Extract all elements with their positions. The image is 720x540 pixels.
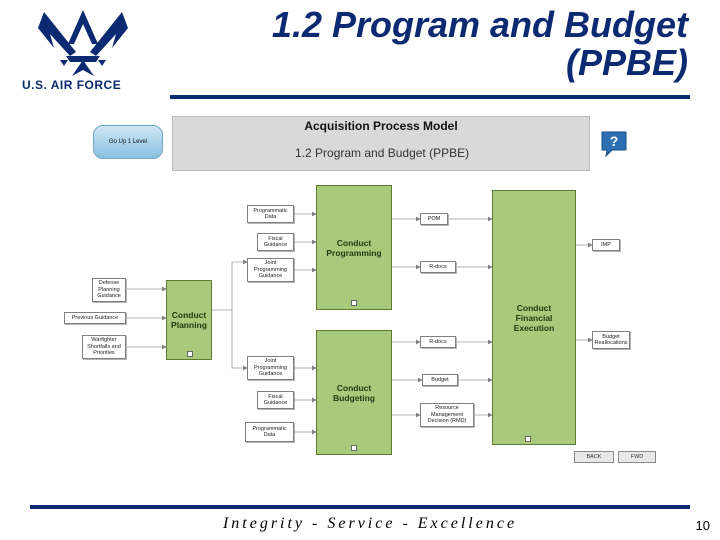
doc-joint-programming-guidance[interactable]: Joint Programming Guidance [247, 356, 294, 380]
doc-budget-reallocations[interactable]: Budget Reallocations [592, 331, 630, 349]
go-up-level-button[interactable]: Go Up 1 Level [93, 125, 163, 159]
svg-text:?: ? [609, 133, 619, 149]
doc-pom[interactable]: POM [420, 213, 448, 225]
page-number: 10 [695, 518, 710, 533]
doc-previous-guidance[interactable]: Previous Guidance [64, 312, 126, 324]
doc-programmatic-data[interactable]: Programmatic Data [247, 205, 294, 223]
expand-icon[interactable] [351, 300, 357, 306]
expand-icon[interactable] [525, 436, 531, 442]
process-label: Conduct Programming [326, 237, 382, 258]
forward-button[interactable]: FWD [618, 451, 656, 463]
footer-divider [30, 505, 690, 509]
process-conduct-financial-execution[interactable] [492, 190, 576, 445]
doc-joint-programming-guidance[interactable]: Joint Programming Guidance [247, 258, 294, 282]
doc-warfighter-shortfalls[interactable]: Warfighter Shortfalls and Priorities [82, 335, 126, 359]
back-button[interactable]: BACK [574, 451, 614, 463]
process-conduct-budgeting[interactable] [316, 330, 392, 455]
footer-motto: Integrity - Service - Excellence [222, 515, 518, 532]
doc-fiscal-guidance[interactable]: Fiscal Guidance [257, 391, 294, 409]
doc-imp[interactable]: IMP [592, 239, 620, 251]
doc-fiscal-guidance[interactable]: Fiscal Guidance [257, 233, 294, 251]
logo-text: U.S. AIR FORCE [22, 78, 122, 92]
expand-icon[interactable] [187, 351, 193, 357]
expand-icon[interactable] [351, 445, 357, 451]
model-subtitle: 1.2 Program and Budget (PPBE) [295, 146, 470, 160]
process-label: Conduct Planning [171, 310, 207, 330]
process-label: Conduct Financial Execution [513, 302, 555, 333]
doc-budget[interactable]: Budget [422, 374, 458, 386]
process-conduct-planning[interactable] [166, 280, 212, 360]
doc-r-docs[interactable]: R-docs [420, 261, 456, 273]
doc-programmatic-data[interactable]: Programmatic Data [245, 422, 294, 442]
doc-r-docs[interactable]: R-docs [420, 336, 456, 348]
slide-title: 1.2 Program and Budget (PPBE) [271, 4, 688, 83]
doc-defense-planning-guidance[interactable]: Defense Planning Guidance [92, 278, 126, 302]
process-label: Conduct Budgeting [332, 382, 376, 403]
model-title: Acquisition Process Model [304, 119, 458, 133]
process-conduct-programming[interactable] [316, 185, 392, 310]
doc-resource-management-decision[interactable]: Resource Management Decision (RMD) [420, 403, 474, 427]
